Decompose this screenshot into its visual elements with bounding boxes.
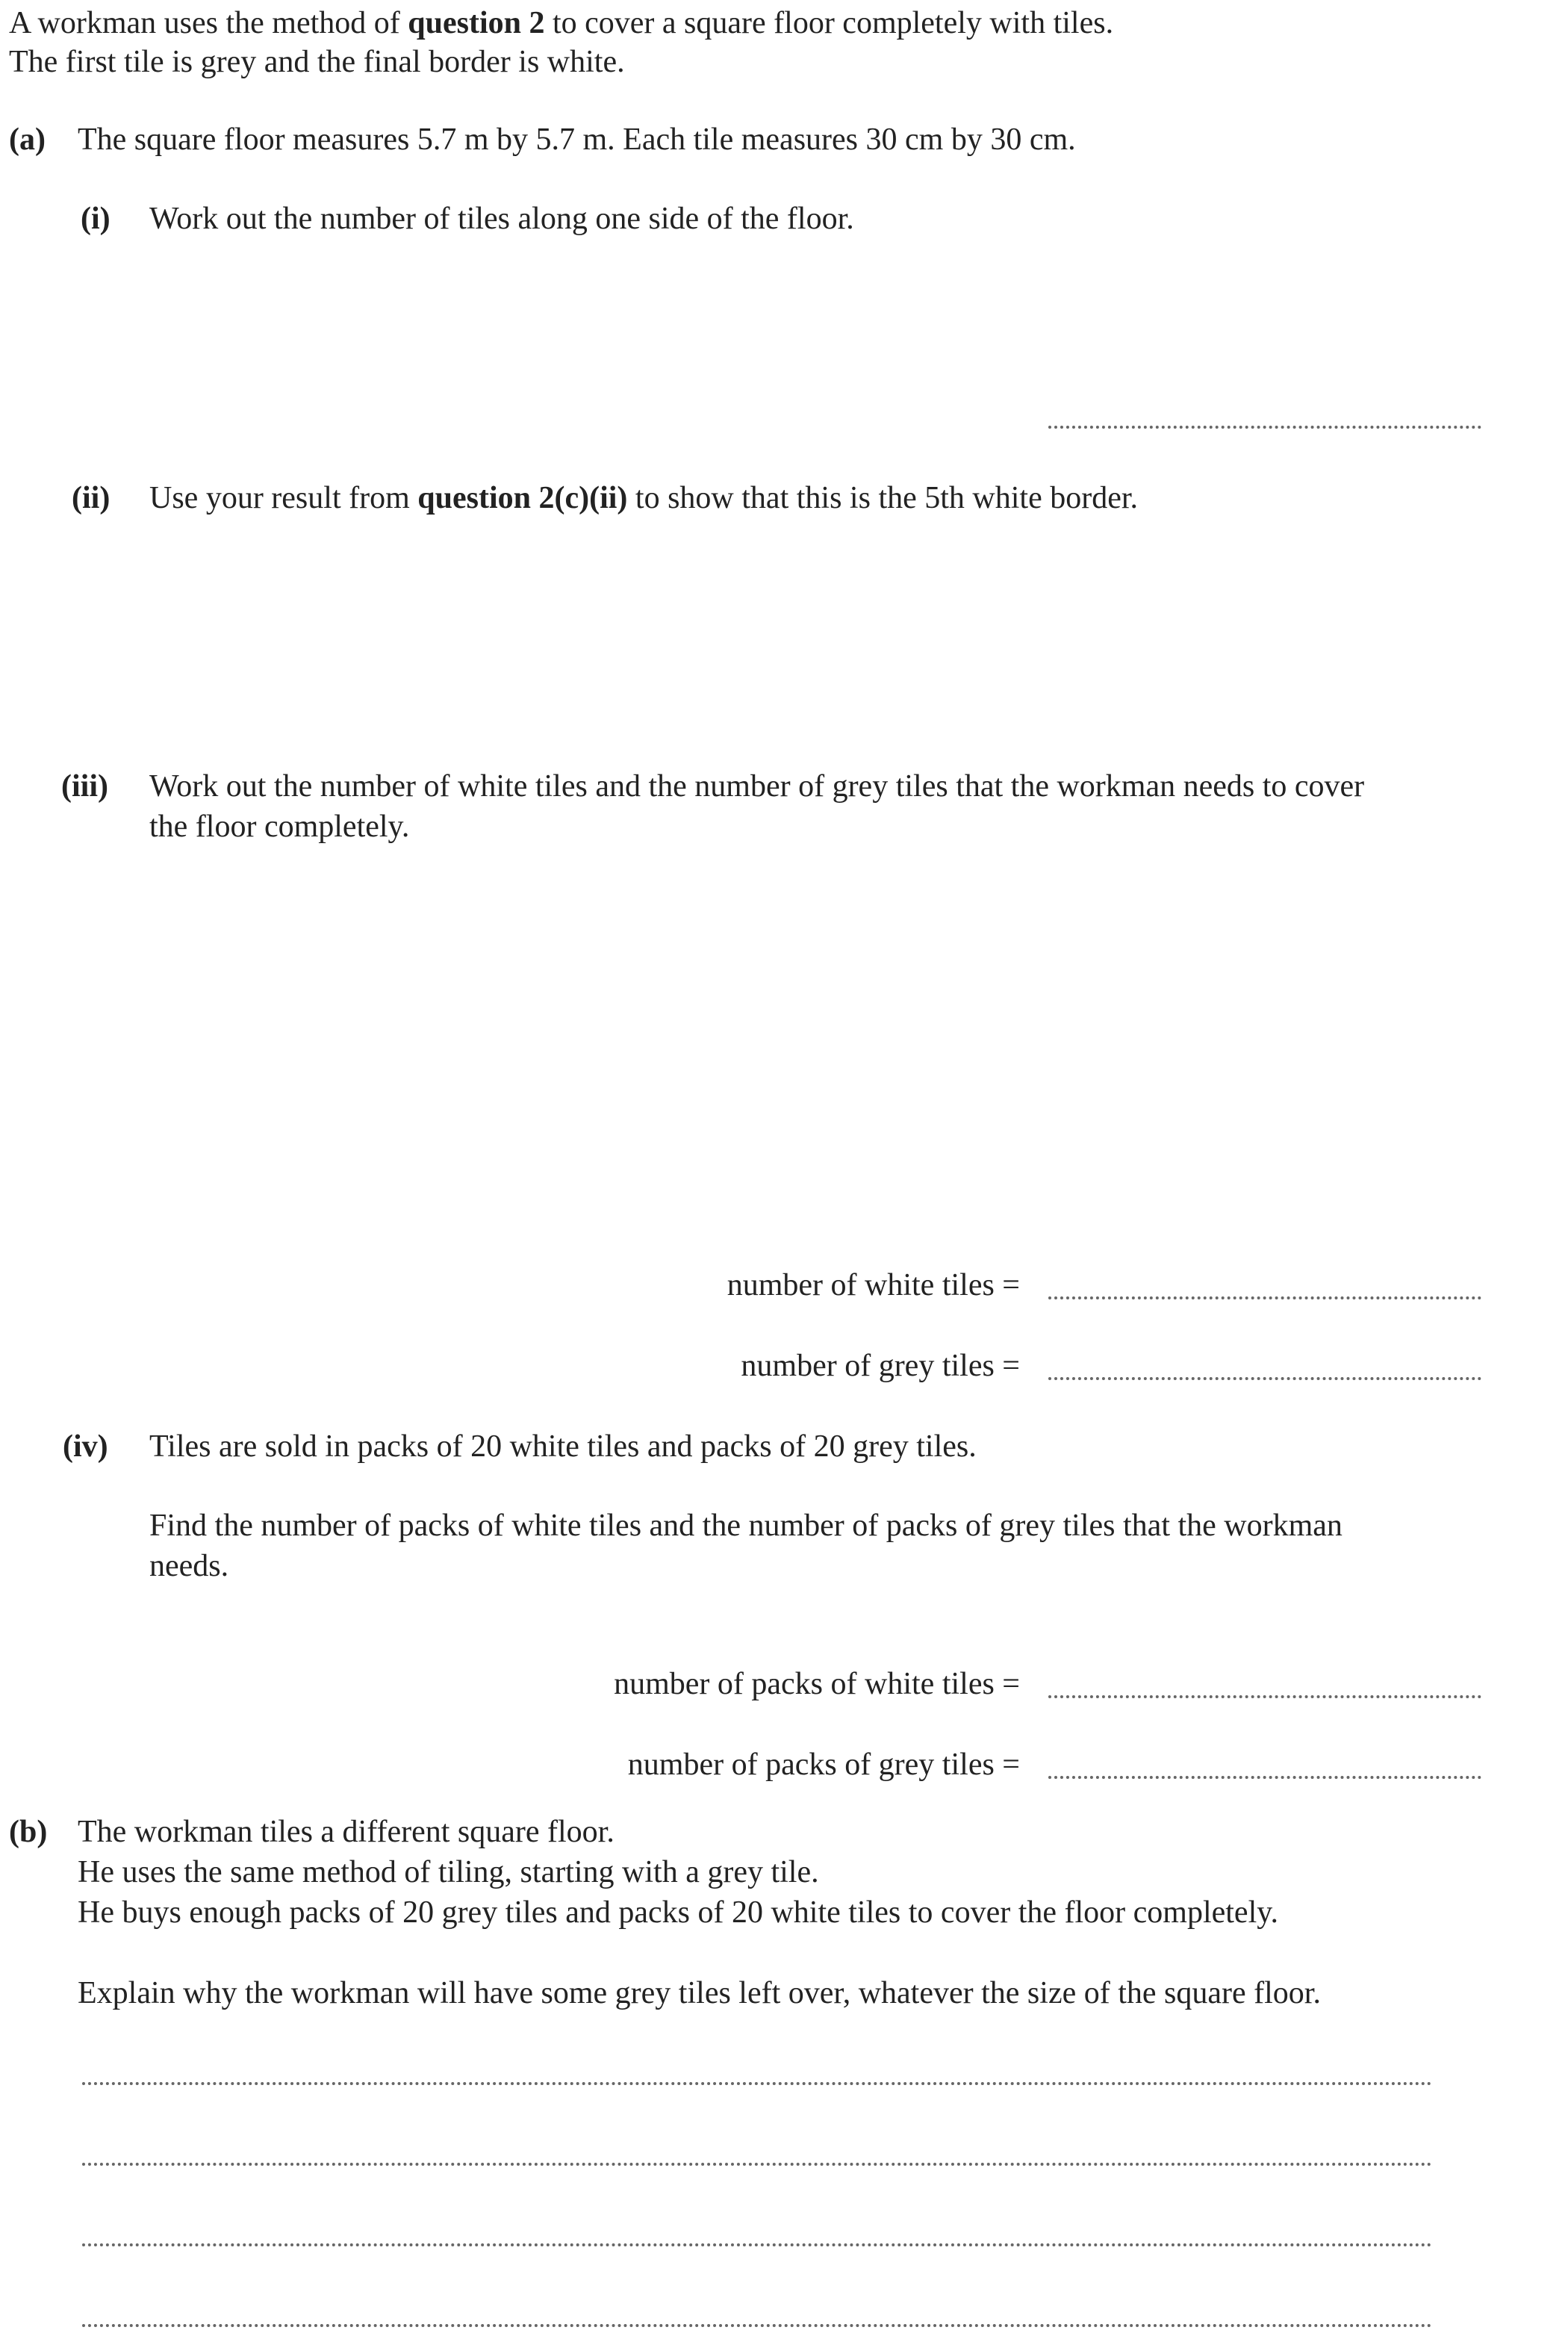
answer-white-tiles-label: number of white tiles = <box>727 1268 1020 1302</box>
part-a-iv-text-2-line-2: needs. <box>149 1549 229 1583</box>
part-b-answer-line-2[interactable] <box>82 2163 1432 2166</box>
part-a-iii-text-line-2: the floor completely. <box>149 810 410 844</box>
answer-white-tiles-line[interactable] <box>1048 1296 1481 1299</box>
part-a-iii-label: (iii) <box>61 769 108 804</box>
part-b-line-3: He buys enough packs of 20 grey tiles and packs of 20 white tiles to cover the floor completely. <box>78 1895 1279 1930</box>
part-a-iv-label: (iv) <box>63 1429 108 1464</box>
part-a-text: The square floor measures 5.7 m by 5.7 m. Each tile measures 30 cm by 30 cm. <box>78 122 1076 157</box>
intro-line-2: The first tile is grey and the final border is white. <box>9 45 625 79</box>
intro-text-post: to cover a square floor completely with tiles. <box>544 6 1114 40</box>
part-b-label: (b) <box>9 1815 48 1849</box>
part-a-iii-text-line-1: Work out the number of white tiles and the number of grey tiles that the workman needs to cover <box>149 769 1365 804</box>
part-b-line-4: Explain why the workman will have some grey tiles left over, whatever the size of the square floor. <box>78 1976 1321 2010</box>
part-a-ii-text-pre: Use your result from <box>149 481 418 515</box>
part-a-i-label: (i) <box>81 202 111 236</box>
part-a-iv-text-2-line-1: Find the number of packs of white tiles and the number of packs of grey tiles that the workman <box>149 1509 1343 1543</box>
intro-line-1 <box>9 3 1113 43</box>
answer-grey-tiles-line[interactable] <box>1048 1377 1481 1380</box>
part-a-ii-label: (ii) <box>72 481 111 515</box>
part-b-answer-line-1[interactable] <box>82 2082 1432 2085</box>
answer-grey-tiles-label: number of grey tiles = <box>741 1349 1020 1383</box>
part-b-answer-line-3[interactable] <box>82 2243 1432 2246</box>
part-b-line-2: He uses the same method of tiling, starting with a grey tile. <box>78 1855 819 1889</box>
intro-question-ref: question 2 <box>408 6 545 40</box>
part-a-i-text: Work out the number of tiles along one side of the floor. <box>149 202 854 236</box>
intro-text-pre: A workman uses the method of <box>9 6 408 40</box>
answer-white-packs-line[interactable] <box>1048 1695 1481 1698</box>
part-a-ii-text-post: to show that this is the 5th white border. <box>627 481 1139 515</box>
part-a-label: (a) <box>9 122 46 157</box>
part-b-answer-line-4[interactable] <box>82 2324 1432 2327</box>
answer-grey-packs-line[interactable] <box>1048 1776 1481 1779</box>
part-a-i-answer-line[interactable] <box>1048 426 1481 429</box>
part-a-ii-question-ref: question 2(c)(ii) <box>417 481 628 515</box>
part-a-iv-text-1: Tiles are sold in packs of 20 white tiles and packs of 20 grey tiles. <box>149 1429 977 1464</box>
part-a-ii-text <box>149 478 1138 518</box>
answer-grey-packs-label: number of packs of grey tiles = <box>627 1748 1020 1782</box>
answer-white-packs-label: number of packs of white tiles = <box>614 1667 1020 1701</box>
part-b-line-1: The workman tiles a different square floor. <box>78 1815 615 1849</box>
